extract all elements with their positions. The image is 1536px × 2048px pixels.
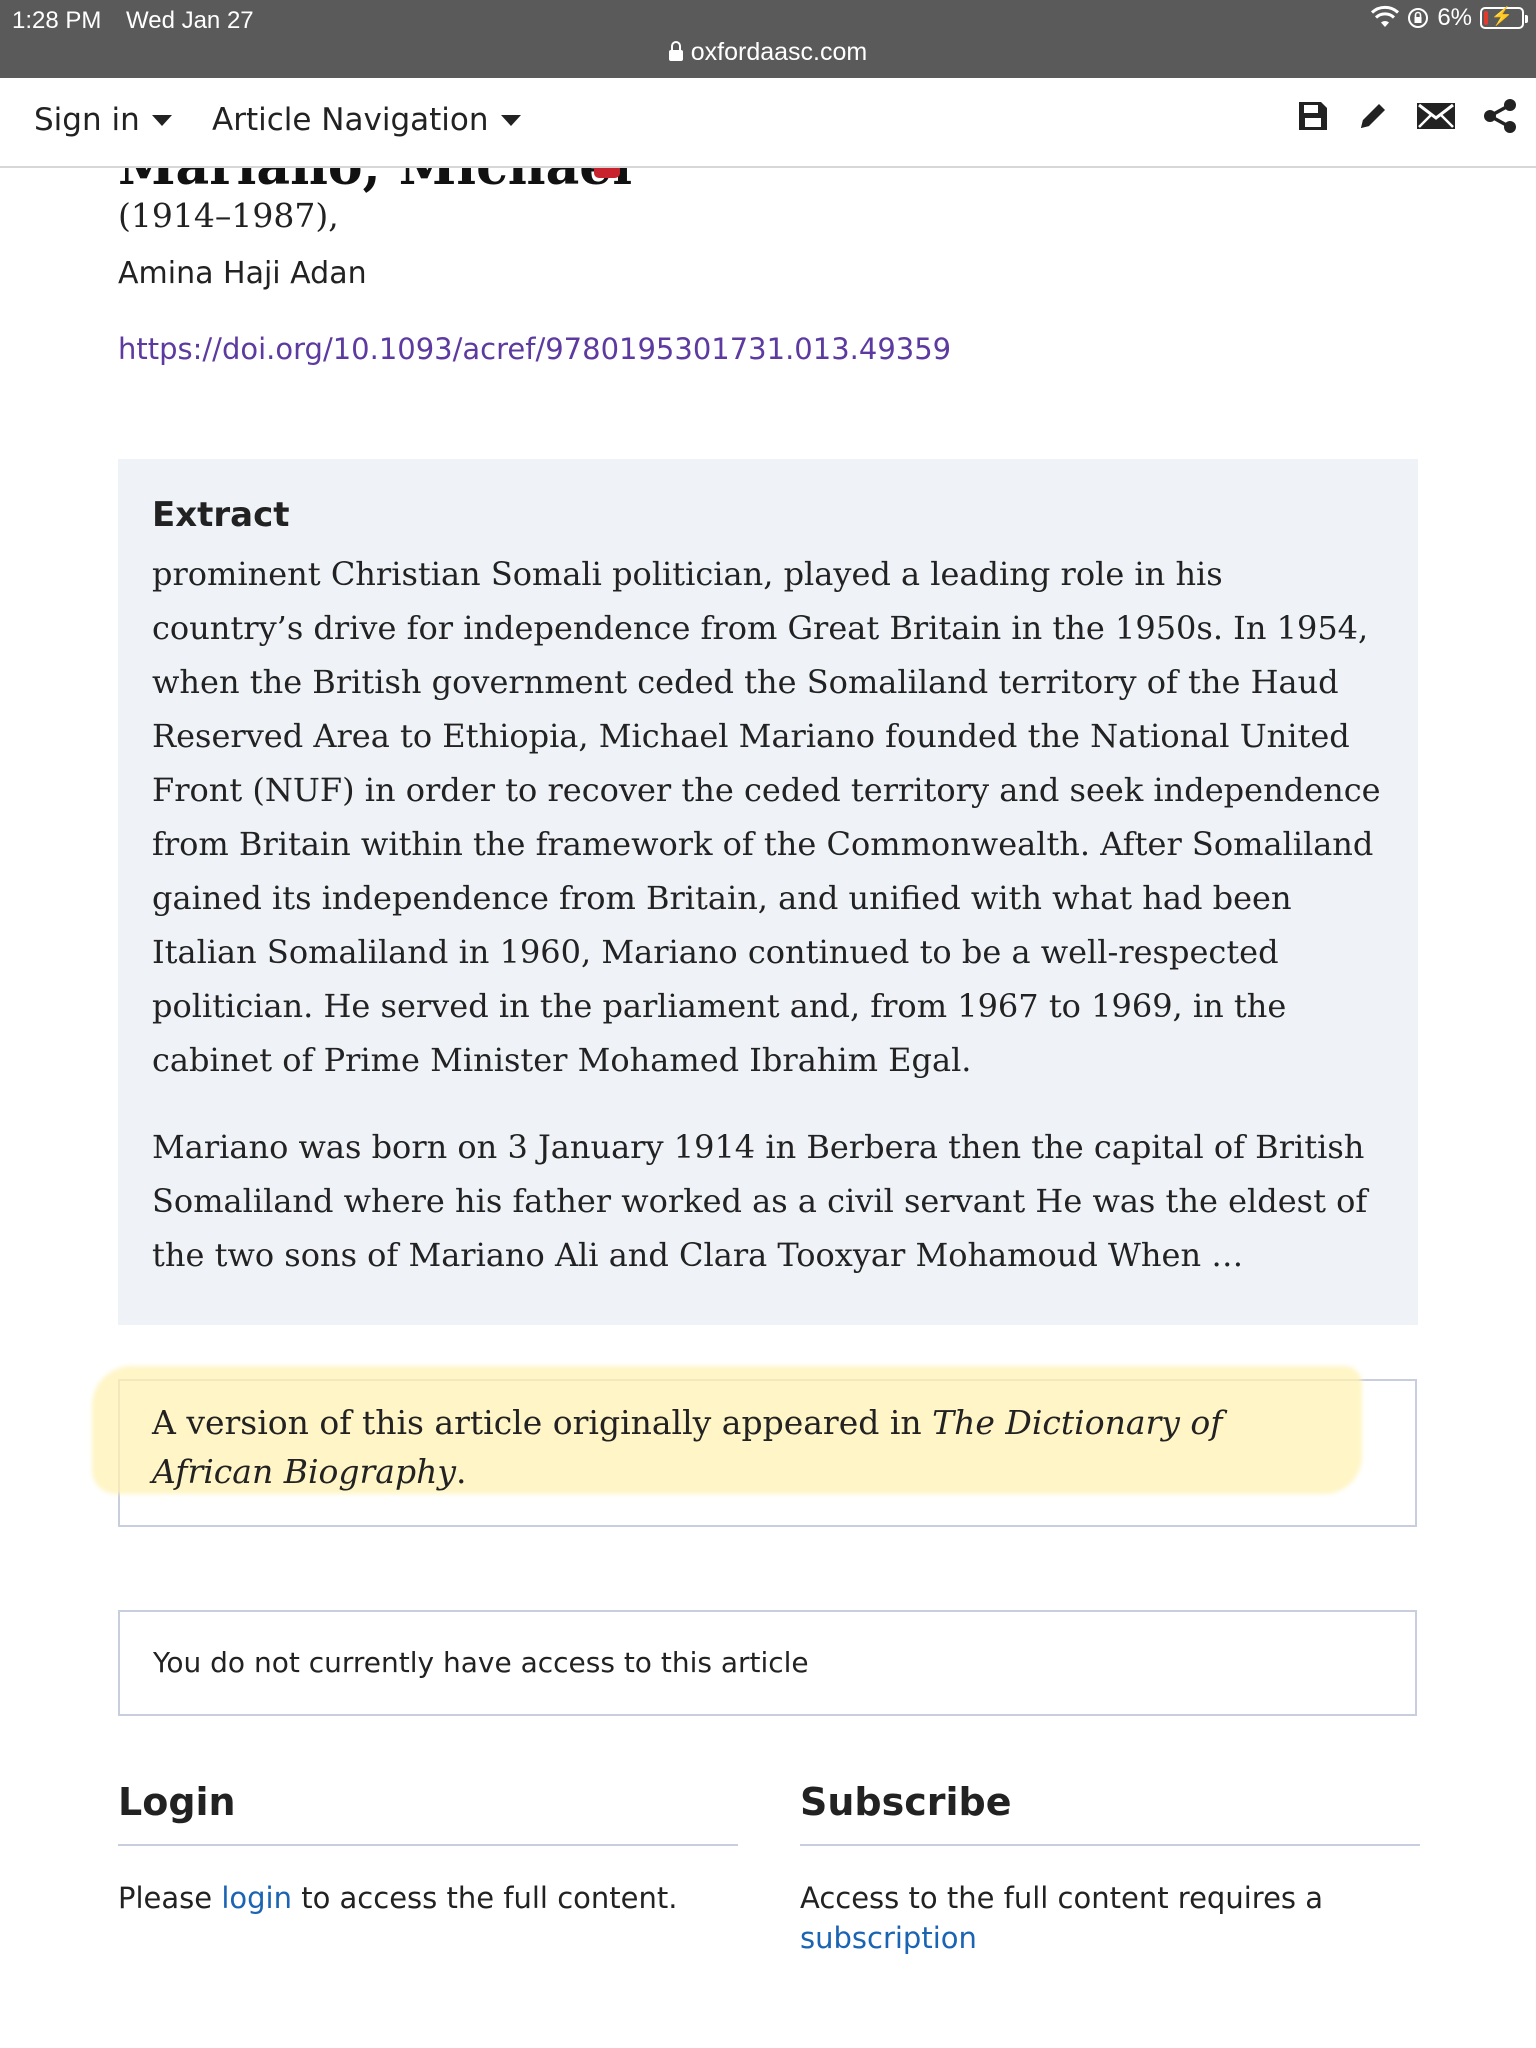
extract-heading: Extract: [152, 495, 290, 535]
share-icon[interactable]: [1482, 98, 1518, 134]
source-note-suffix: .: [455, 1452, 467, 1491]
subscribe-text: [800, 1878, 1420, 1958]
extract-box: [118, 459, 1418, 1325]
status-date: Wed Jan 27: [126, 7, 254, 34]
charging-icon: ⚡: [1490, 6, 1514, 26]
save-icon[interactable]: [1296, 99, 1330, 133]
login-text-after: to access the full content.: [291, 1881, 678, 1915]
article-author: Amina Haji Adan: [118, 256, 367, 291]
login-link[interactable]: login: [221, 1881, 292, 1915]
article-title-clip: [0, 166, 1536, 188]
source-note-title: The Dictionary of African Biography: [152, 1403, 1223, 1491]
subscribe-text-prefix: Access to the full content requires a: [800, 1881, 1324, 1915]
chevron-down-icon: [152, 115, 172, 126]
sign-in-label: Sign in: [34, 102, 140, 138]
doi-link[interactable]: https://doi.org/10.1093/acref/9780195301731.013.49359: [118, 332, 952, 366]
pencil-icon[interactable]: [1356, 99, 1390, 133]
article-navigation-dropdown[interactable]: [212, 102, 521, 138]
login-text-before: Please: [118, 1881, 222, 1915]
chevron-down-icon: [501, 115, 521, 126]
wifi-icon: [1371, 7, 1399, 29]
access-message-box: [118, 1610, 1417, 1716]
battery-icon: [1480, 7, 1524, 29]
extract-paragraph-2: Mariano was born on 3 January 1914 in Berbera then the capital of British Somaliland where his father worked as a civil servant He was the eldest of the two sons of Mariano Ali and Clara Tooxyar Mohamoud When …: [152, 1128, 1368, 1274]
source-note-prefix: A version of this article originally appeared in: [152, 1403, 933, 1442]
access-message: You do not currently have access to this article: [153, 1646, 809, 1679]
subscription-link[interactable]: subscription: [800, 1921, 977, 1955]
lock-icon: [669, 50, 683, 61]
battery-percent: 6%: [1437, 4, 1472, 31]
subscribe-section: [800, 1780, 1420, 1958]
login-heading: Login: [118, 1780, 738, 1846]
article-dates: (1914–1987),: [118, 196, 339, 235]
article-navigation-label: Article Navigation: [212, 102, 489, 138]
sign-in-dropdown[interactable]: [34, 102, 172, 138]
status-indicators: [1371, 4, 1524, 32]
article-tools: [1296, 98, 1518, 134]
extract-paragraph-1: prominent Christian Somali politician, played a leading role in his country’s drive for independence from Great Britain in the 1950s. In 1954, when the British government ceded the Somaliland territory of the Haud Reserved Area to Ethiopia, Michael Mariano founded the National United Front (NUF) in order to recover the ceded territory and seek independence from Britain within the framework of the Commonwealth. After Somaliland gained its independence from Britain, and unified with what had been Italian Somaliland in 1960, Mariano continued to be a well-respected politician. He served in the parliament and, from 1967 to 1969, in the cabinet of Prime Minister Mohamed Ibrahim Egal.: [152, 555, 1381, 1079]
status-time: 1:28 PM: [12, 7, 102, 34]
site-nav-bar: [0, 78, 1536, 168]
status-bar: [0, 0, 1536, 78]
email-icon[interactable]: [1416, 101, 1456, 131]
login-text: [118, 1878, 738, 1918]
orientation-lock-icon: [1407, 7, 1429, 29]
subscribe-heading: Subscribe: [800, 1780, 1420, 1846]
login-section: [118, 1780, 738, 1918]
source-note-text: [152, 1398, 1352, 1496]
address-url: oxfordaasc.com: [690, 38, 868, 66]
address-bar[interactable]: [0, 38, 1536, 67]
